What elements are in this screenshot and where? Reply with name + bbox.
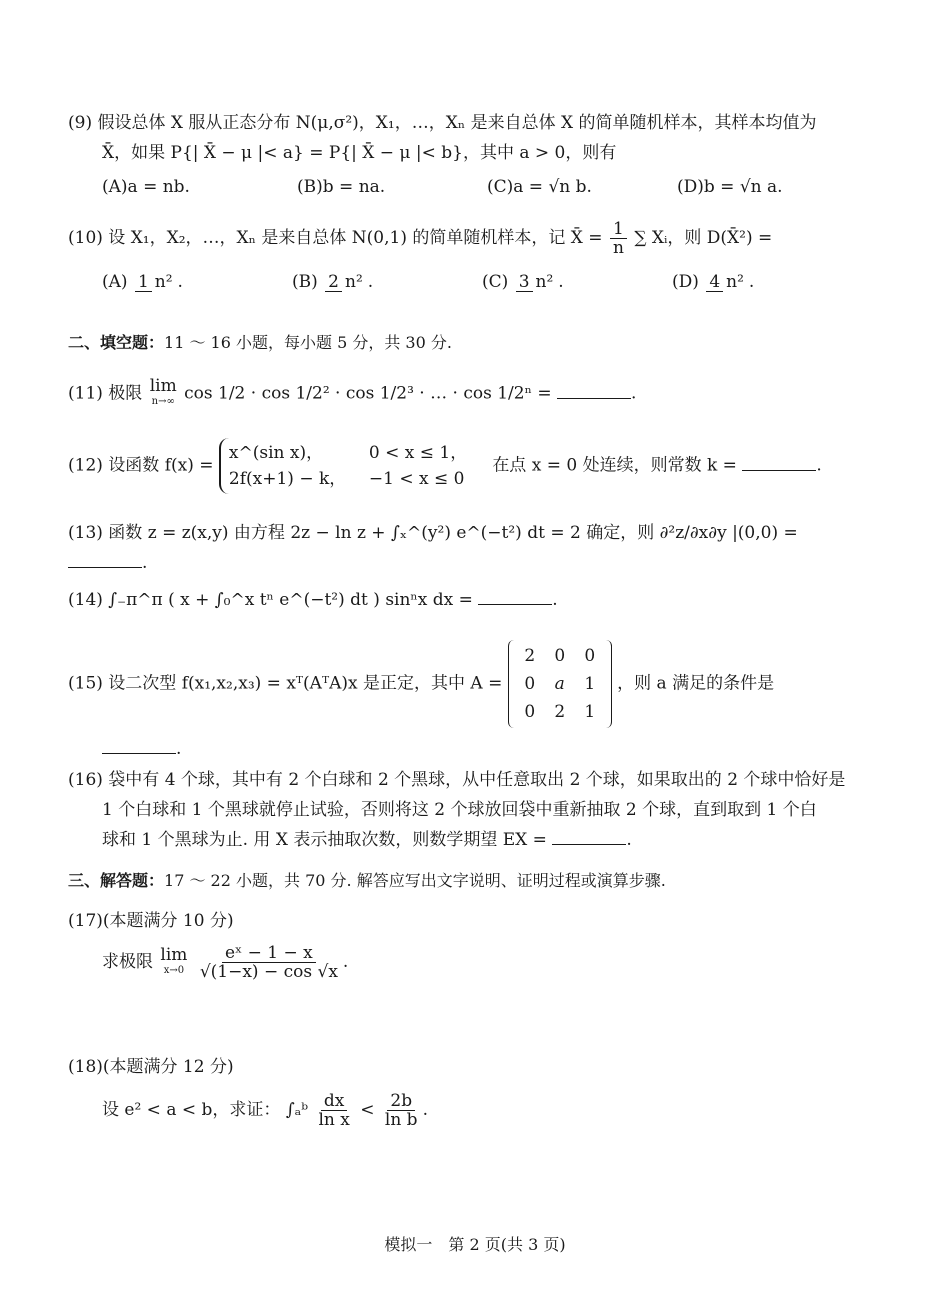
q14-answer-blank[interactable] [478, 586, 552, 605]
q13-text: (13) 函数 z = z(x,y) 由方程 2z − ln z + ∫ₓ^(y²) e^(−t²) dt = 2 确定，则 ∂²z/∂x∂y |(0,0) = [68, 523, 798, 543]
q18-heading: (18)(本题满分 12 分) [68, 1057, 234, 1077]
q14-text: (14) ∫₋π^π ( x + ∫₀^x tⁿ e^(−t²) dt ) sinⁿx dx = [68, 590, 473, 610]
q18-prefix: 设 e² < a < b，求证： [102, 1100, 281, 1120]
q10-option-b: (B) 2 n² . [292, 272, 374, 292]
q9-option-a: (A)a = nb. [102, 177, 190, 197]
q10-stem-text: (10) 设 X₁，X₂，…，Xₙ 是来自总体 N(0,1) 的简单随机样本，记 [68, 228, 566, 248]
section-3-heading: 三、解答题：17 ～ 22 小题，共 70 分. 解答应写出文字说明、证明过程或演算步骤. [68, 871, 666, 890]
q12-piecewise: x^(sin x)， 0 < x ≤ 1， 2f(x+1) − k， −1 < x ≤ 0 [219, 438, 487, 494]
question-13: (13) 函数 z = z(x,y) 由方程 2z − ln z + ∫ₓ^(y²) e^(−t²) dt = 2 确定，则 ∂²z/∂x∂y |(0,0) = . [68, 523, 798, 573]
q17-prefix: 求极限 [102, 952, 153, 972]
q10-xbar: X̄ = [570, 228, 603, 248]
question-10 [68, 220, 868, 297]
q9-stem-line2: X̄，如果 P{| X̄ − μ |< a} = P{| X̄ − μ |< b}，其中 a > 0，则有 [102, 143, 617, 163]
q10-option-c: (C) 3 n² . [482, 272, 564, 292]
q12-tail: 在点 x = 0 处连续，则常数 k = [492, 455, 737, 476]
q10-tail: ，则 D(X̄²) = [667, 228, 773, 248]
question-17 [68, 906, 868, 981]
q9-options [102, 172, 868, 202]
q16-line3: 球和 1 个黑球为止. 用 X 表示抽取次数，则数学期望 EX = . [68, 825, 868, 855]
q18-body: 设 e² < a < b，求证： ∫ₐᵇ $\frac{dx}{\text{ln x}}$ < $\frac{2b}{\text{ln b}}$ . [102, 1091, 428, 1130]
question-16 [68, 765, 868, 855]
q10-frac: $\frac{1}{n}$ [610, 220, 627, 257]
q18-fraction-left: $\frac{dx}{\text{ln x}}$ [318, 1091, 350, 1130]
q11-answer-blank[interactable] [557, 380, 631, 399]
question-9 [68, 108, 868, 202]
q17-body: 求极限 lim x→0 $\frac{\text{eˣ − 1 − x}}{√(1-x) - \cos √x}$ . [102, 943, 349, 982]
q17-lim: lim x→0 [160, 944, 188, 976]
q15-prefix: (15) 设二次型 f(x₁,x₂,x₃) = xᵀ(AᵀA)x 是正定，其中 A = [68, 673, 503, 694]
page-footer: 模拟一 第 2 页(共 3 页) [384, 1235, 566, 1254]
q10-option-a: (A) 1 n² . [102, 272, 183, 292]
q15-answer-line: . [68, 734, 868, 764]
q18-integral: ∫ₐᵇ [285, 1100, 309, 1120]
q13-answer-blank[interactable] [68, 549, 142, 568]
q11-prefix: (11) 极限 [68, 383, 143, 404]
q17-fraction: $\frac{\text{eˣ − 1 − x}}{√(1-x) - \cos √x}$ [199, 943, 338, 982]
question-12: (12) 设函数 f(x) = x^(sin x)， 0 < x ≤ 1， 2f(x+1) − k， −1 < x ≤ 0 在点 x = 0 处连续，则常数 k = . [68, 438, 868, 494]
q15-matrix: 2 0 0 0 a 1 0 2 1 [508, 640, 612, 728]
q10-stem [68, 220, 868, 257]
q15-answer-blank[interactable] [102, 735, 176, 754]
q11-lim: lim n→∞ [149, 376, 177, 407]
q10-sum: ∑ Xᵢ [634, 228, 668, 248]
q10-options [102, 267, 868, 297]
q15-tail: ，则 a 满足的条件是 [617, 673, 775, 694]
question-15 [68, 640, 868, 764]
question-18 [68, 1052, 868, 1129]
q16-line2: 1 个白球和 1 个黑球就停止试验，否则将这 2 个球放回袋中重新抽取 2 个球，直到取到 1 个白 [102, 800, 817, 820]
q16-answer-blank[interactable] [552, 826, 626, 845]
q12-answer-blank[interactable] [742, 452, 816, 471]
section-2-heading: 二、填空题：11 ～ 16 小题，每小题 5 分，共 30 分. [68, 333, 452, 352]
question-14: (14) ∫₋π^π ( x + ∫₀^x tⁿ e^(−t²) dt ) sinⁿx dx = . [68, 585, 868, 615]
q12-prefix: (12) 设函数 f(x) = [68, 455, 214, 476]
question-11: (11) 极限 lim n→∞ cos 1/2 · cos 1/2² · cos 1/2³ · … · cos 1/2ⁿ = . [68, 378, 868, 410]
q10-option-d: (D) 4 n² . [672, 272, 755, 292]
q17-heading: (17)(本题满分 10 分) [68, 911, 234, 931]
q9-option-d: (D)b = √n a. [677, 177, 783, 197]
q18-fraction-right: $\frac{2b}{\text{ln b}}$ [384, 1091, 418, 1130]
q9-option-b: (B)b = na. [297, 177, 386, 197]
q11-expression: cos 1/2 · cos 1/2² · cos 1/2³ · … · cos 1/2ⁿ = [184, 383, 552, 404]
q9-stem-line1: (9) 假设总体 X 服从正态分布 N(μ,σ²)，X₁，…，Xₙ 是来自总体 X 的简单随机样本，其样本均值为 [68, 113, 817, 133]
q9-option-c: (C)a = √n b. [487, 177, 592, 197]
q16-line1: (16) 袋中有 4 个球，其中有 2 个白球和 2 个黑球，从中任意取出 2 个球，如果取出的 2 个球中恰好是 [68, 770, 846, 790]
